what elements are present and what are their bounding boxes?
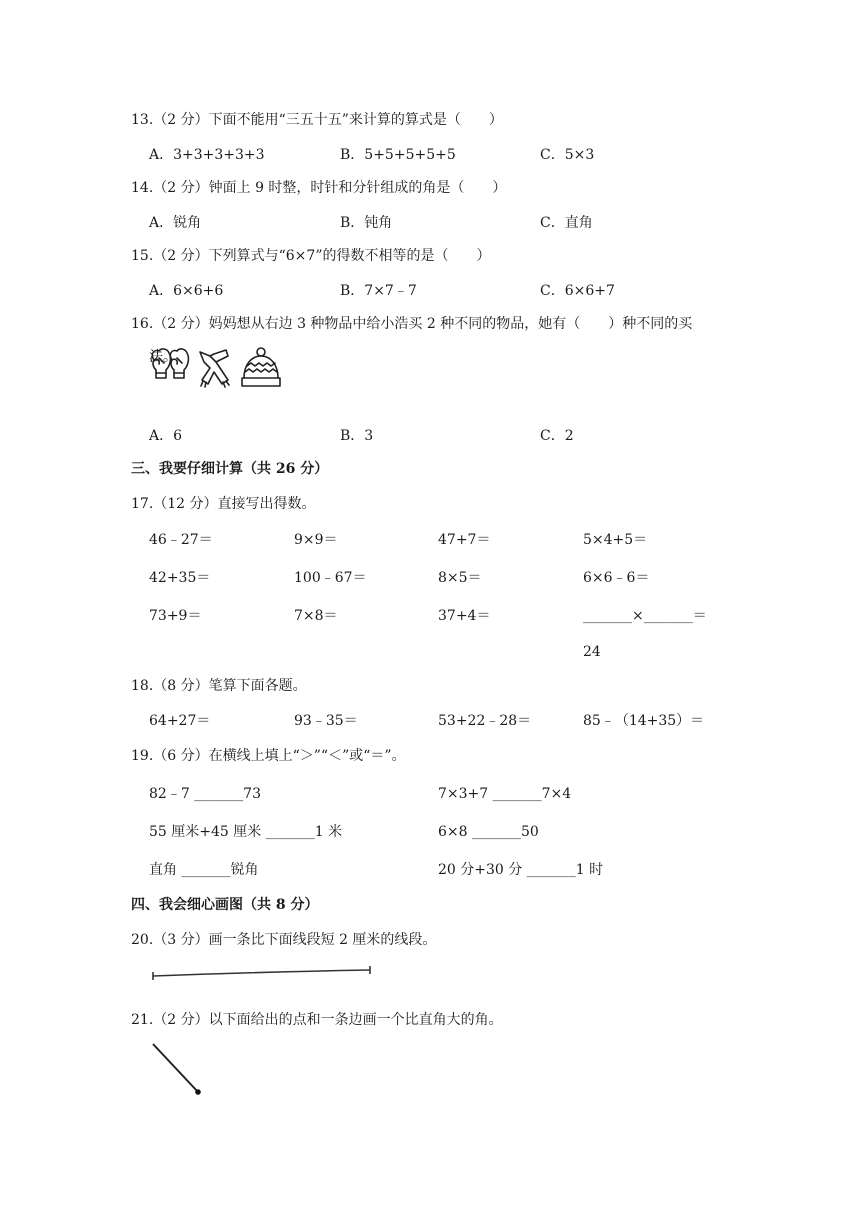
q17-item: 5×4+5＝ [583, 532, 648, 548]
q15-option-a[interactable]: A．6×6+6 [149, 283, 224, 299]
q15-stem: 15.（2 分）下列算式与“6×7”的得数不相等的是（ ） [131, 248, 491, 264]
q17-item: 9×9＝ [294, 532, 338, 548]
q18-item: 64+27＝ [149, 713, 211, 729]
q17-item: 73+9＝ [149, 608, 202, 624]
q17-item: 46﹣27＝ [149, 532, 213, 548]
q13-option-c[interactable]: C．5×3 [540, 147, 595, 163]
q19-blank-item[interactable]: 55 厘米+45 厘米 _______1 米 [149, 824, 343, 840]
q13-option-b[interactable]: B．5+5+5+5+5 [340, 147, 456, 163]
q17-blank-result: 24 [583, 644, 601, 660]
q15-option-b[interactable]: B．7×7﹣7 [340, 283, 417, 299]
q16-option-c[interactable]: C．2 [540, 428, 574, 444]
q17-item: 6×6﹣6＝ [583, 570, 650, 586]
hat-icon [242, 348, 280, 386]
q14-stem: 14.（2 分）钟面上 9 时整，时针和分针组成的角是（ ） [131, 180, 507, 196]
q19-blank-item[interactable]: 20 分+30 分 _______1 时 [438, 862, 604, 878]
q14-option-c[interactable]: C．直角 [540, 215, 593, 231]
section-4-title: 四、我会细心画图（共 8 分） [131, 897, 319, 913]
q15-option-c[interactable]: C．6×6+7 [540, 283, 615, 299]
mittens-icon [152, 349, 188, 378]
q17-item: 47+7＝ [438, 532, 491, 548]
q14-option-a[interactable]: A．锐角 [149, 215, 202, 231]
q18-item: 85﹣（14+35）＝ [583, 713, 705, 729]
vertex-point-icon [195, 1089, 201, 1095]
q19-blank-item[interactable]: 直角 _______锐角 [149, 862, 259, 878]
given-ray-and-point [148, 1040, 208, 1100]
q18-stem: 18.（8 分）笔算下面各题。 [131, 678, 307, 694]
q17-item: 100﹣67＝ [294, 570, 367, 586]
q19-blank-item[interactable]: 7×3+7 _______7×4 [438, 786, 572, 802]
q17-item: 7×8＝ [294, 608, 338, 624]
q14-option-b[interactable]: B．钝角 [340, 215, 393, 231]
q19-stem: 19.（6 分）在横线上填上“＞”“＜”或“＝”。 [131, 748, 406, 764]
section-3-title: 三、我要仔细计算（共 26 分） [131, 461, 329, 477]
q13-option-a[interactable]: A．3+3+3+3+3 [149, 147, 265, 163]
q16-stem-continued: 法。 [149, 349, 177, 365]
q17-item: 8×5＝ [438, 570, 482, 586]
q20-stem: 20.（3 分）画一条比下面线段短 2 厘米的线段。 [131, 932, 437, 948]
reference-line-segment [148, 966, 378, 986]
q16-option-a[interactable]: A．6 [149, 428, 183, 444]
q21-stem: 21.（2 分）以下面给出的点和一条边画一个比直角大的角。 [131, 1012, 503, 1028]
q16-stem: 16.（2 分）妈妈想从右边 3 种物品中给小浩买 2 种不同的物品，她有（ ）种不同的买 [131, 316, 693, 332]
q17-stem: 17.（12 分）直接写出得数。 [131, 496, 316, 512]
q17-item: 42+35＝ [149, 570, 211, 586]
q17-blank-item[interactable]: _______×_______＝ [583, 608, 707, 624]
q18-item: 93﹣35＝ [294, 713, 358, 729]
q19-blank-item[interactable]: 82﹣7 _______73 [149, 786, 261, 802]
q13-stem: 13.（2 分）下面不能用“三五十五”来计算的算式是（ ） [131, 112, 503, 128]
scarf-icon [200, 350, 229, 387]
items-illustration [148, 346, 294, 390]
q17-item: 37+4＝ [438, 608, 491, 624]
q16-option-b[interactable]: B．3 [340, 428, 374, 444]
q18-item: 53+22﹣28＝ [438, 713, 532, 729]
q19-blank-item[interactable]: 6×8 _______50 [438, 824, 539, 840]
